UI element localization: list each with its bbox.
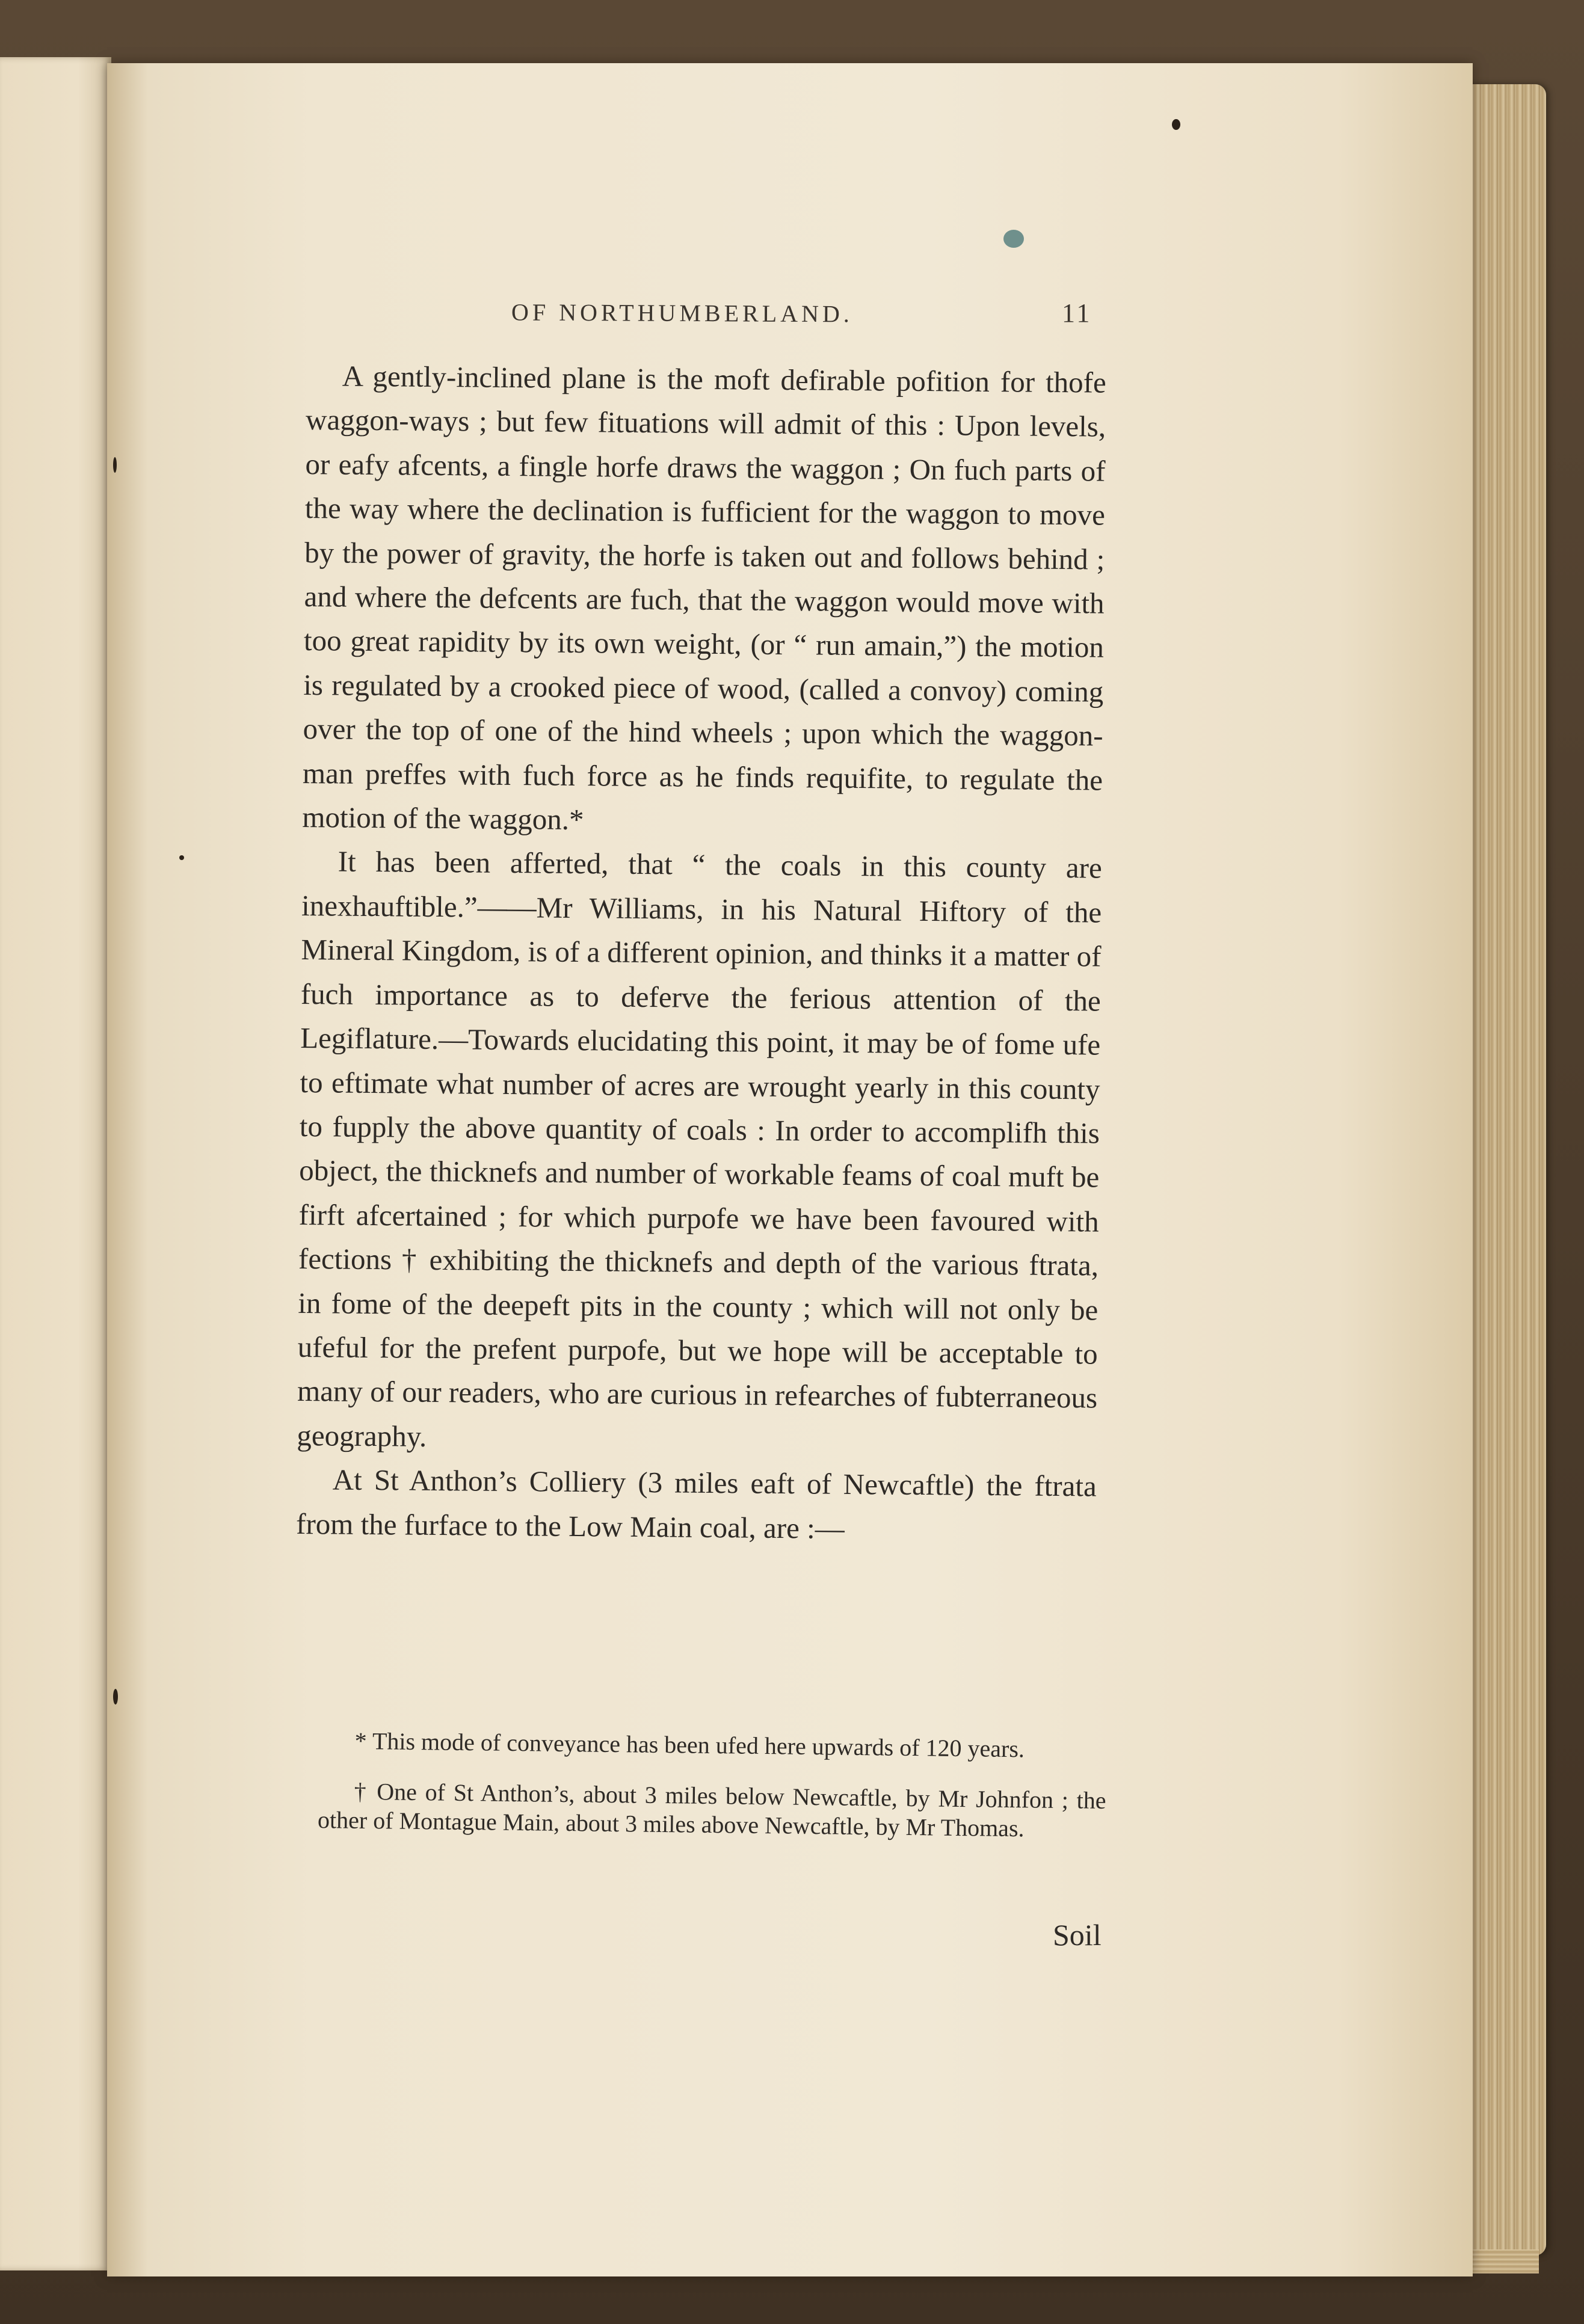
page-number: 11 xyxy=(1062,298,1092,328)
paper-speck xyxy=(179,855,184,860)
paragraph-1: A gently-inclined plane is the moft defirable pofition for thofe waggon-ways ; but few fituations will admit of this : Upon levels, or eafy afcents, a fingle horfe draws the waggon ; On fuch parts of the way where the declination is fufficient for the waggon to move by the power of gravity, the horfe is taken out and follows behind ; and where the defcents are fuch, that the waggon would move with too great rapidity by its own weight, (or “ run amain,”) the motion is regulated by a crooked piece of wood, (called a convoy) coming over the top of one of the hind wheels ; upon which the waggon-man preffes with fuch force as he finds requifite, to regulate the motion of the waggon.* xyxy=(302,359,1107,837)
footnote-asterisk: * This mode of conveyance has been ufed here upwards of 120 years. xyxy=(354,1727,1025,1763)
paper-speck xyxy=(113,457,117,473)
paragraph-2: It has been afferted, that “ the coals in this county are inexhauftible.”——Mr Williams, in his Natural Hiftory of the Mineral Kingdom, is of a different opinion, and thinks it a matter of fuch importance as to deferve the ferious attention of the Legiflature.—Towards elucidating this point, it may be of fome ufe to eftimate what number of acres are wrought yearly in this county to fupply the above quantity of coals : In order to accomplifh this object, the thicknefs and number of workable feams of coal muft be firft afcertained ; for which purpofe we have been favoured with fections † exhibiting the thicknefs and depth of the various ftrata, in fome of the deepeft pits in the county ; which will not only be ufeful for the prefent purpofe, but we hope will be acceptable to many of our readers, who are curious in refearches of fubterraneous geography. xyxy=(297,844,1102,1453)
footnote-dagger: † One of St Anthon’s, about 3 miles below Newcaftle, by Mr Johnfon ; the other of Montague Main, about 3 miles above Newcaftle, by Mr Thomas. xyxy=(317,1777,1106,1842)
facing-page-edge xyxy=(0,57,111,2270)
paragraph-3: At St Anthon’s Colliery (3 miles eaft of Newcaftle) the ftrata from the furface to the Low Main coal, are :— xyxy=(295,1463,1097,1545)
running-head: OF NORTHUMBERLAND. xyxy=(511,298,853,328)
ink-stain xyxy=(1003,230,1024,248)
catchword: Soil xyxy=(1053,1918,1102,1952)
paper-speck xyxy=(113,1689,118,1705)
footnotes xyxy=(317,1726,1107,1866)
body-text xyxy=(296,295,1107,1552)
paper-speck xyxy=(1172,119,1180,130)
